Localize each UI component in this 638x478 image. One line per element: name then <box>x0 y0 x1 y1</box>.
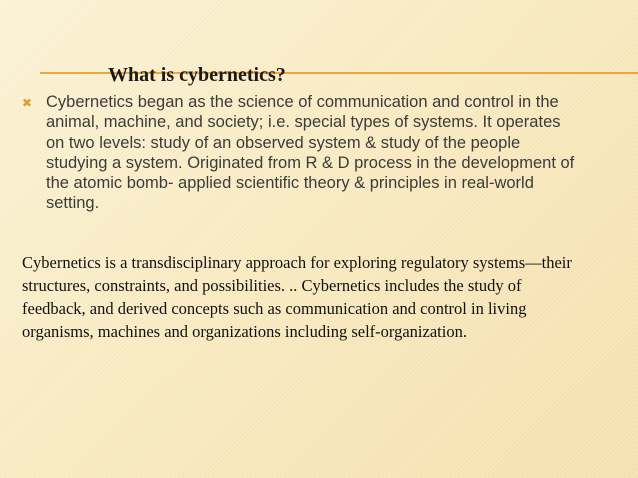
bullet-text: Cybernetics began as the science of communication and control in the animal, machine, and society; i.e. special types of systems. It operates on two levels: study of an observed system & study of the people studying a system. Originated from R & D process in the development of the atomic bomb- applied scientific theory & principles in real-world setting. <box>46 93 575 213</box>
x-bullet-icon: ✖ <box>22 96 33 110</box>
definition-paragraph: Cybernetics is a transdisciplinary approach for exploring regulatory systems—their structures, constraints, and possibilities. .. Cybernetics includes the study of feedback, and derived concepts such as communication and control in living organisms, machines and organizations including self-organization. <box>22 253 572 341</box>
slide-title: What is cybernetics? <box>108 64 286 86</box>
